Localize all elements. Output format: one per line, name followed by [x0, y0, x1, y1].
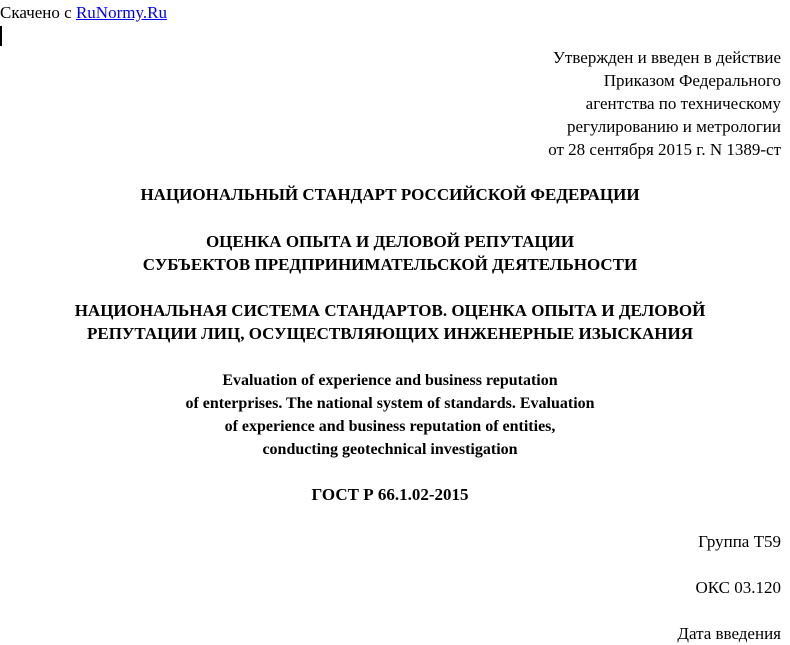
source-prefix: Скачено с [0, 3, 76, 22]
approval-line: Приказом Федерального [603, 71, 781, 90]
approval-line: регулированию и метрологии [566, 117, 781, 136]
standard-system-line: РЕПУТАЦИИ ЛИЦ, ОСУЩЕСТВЛЯЮЩИХ ИНЖЕНЕРНЫЕ ИЗЫСКАНИЯ [86, 324, 694, 343]
english-title [0, 369, 780, 461]
intro-date-label: Дата введения [677, 624, 781, 643]
english-title-line: of experience and business reputation of entities, [224, 418, 556, 435]
approval-line: Утвержден и введен в действие [552, 48, 781, 67]
national-standard-heading: НАЦИОНАЛЬНЫЙ СТАНДАРТ РОССИЙСКОЙ ФЕДЕРАЦИИ [140, 185, 640, 204]
approval-line: агентства по техническому [585, 94, 781, 113]
gost-designation: ГОСТ Р 66.1.02-2015 [311, 485, 469, 504]
standard-title-line: СУБЪЕКТОВ ПРЕДПРИНИМАТЕЛЬСКОЙ ДЕЯТЕЛЬНОСТИ [142, 255, 638, 274]
english-title-line: of enterprises. The national system of standards. Evaluation [185, 395, 595, 412]
source-link[interactable]: RuNormy.Ru [75, 3, 167, 22]
text-cursor [0, 26, 2, 46]
standard-title-line: ОЦЕНКА ОПЫТА И ДЕЛОВОЙ РЕПУТАЦИИ [205, 232, 575, 251]
standard-system-title [0, 299, 780, 345]
approval-line: от 28 сентября 2015 г. N 1389-ст [548, 140, 781, 159]
standard-title [0, 230, 780, 276]
source-line [0, 2, 167, 24]
approval-block [548, 46, 781, 161]
oks-code: ОКС 03.120 [695, 578, 781, 597]
group-code: Группа Т59 [698, 532, 781, 551]
english-title-line: conducting geotechnical investigation [262, 441, 518, 458]
english-title-line: Evaluation of experience and business reputation [222, 372, 558, 389]
standard-system-line: НАЦИОНАЛЬНАЯ СИСТЕМА СТАНДАРТОВ. ОЦЕНКА ОПЫТА И ДЕЛОВОЙ [74, 301, 706, 320]
